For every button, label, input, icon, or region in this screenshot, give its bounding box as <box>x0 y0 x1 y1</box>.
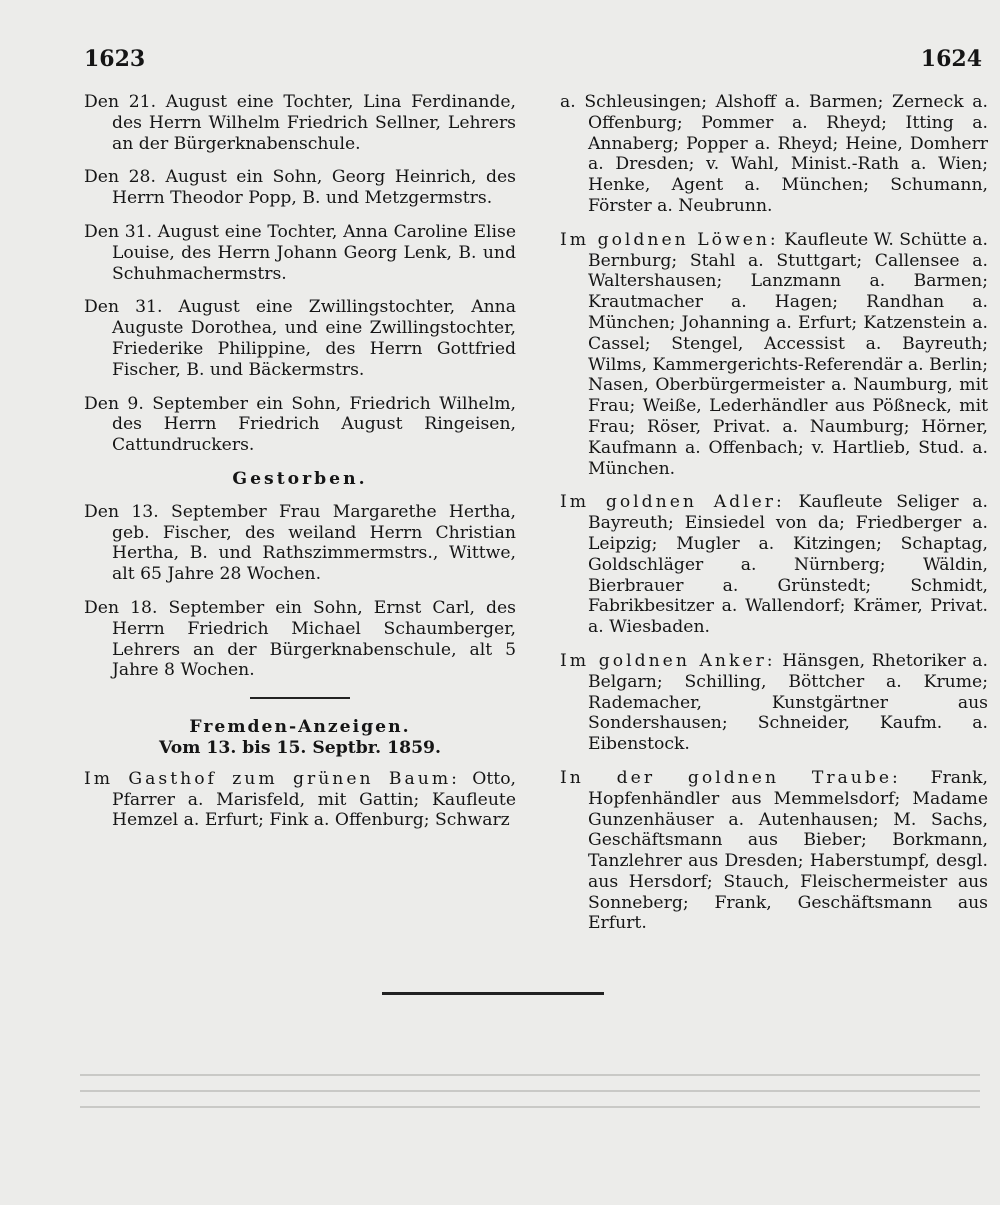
birth-entry-5: Den 9. September ein Sohn, Friedrich Wilhelm, des Herrn Friedrich August Ringeisen, Cattundruckers. <box>84 393 516 456</box>
birth-entry-3: Den 31. August eine Tochter, Anna Caroline Elise Louise, des Herrn Johann Georg Lenk, B. und Schuhmachermstrs. <box>84 221 516 284</box>
birth-entry-1: Den 21. August eine Tochter, Lina Ferdinande, des Herrn Wilhelm Friedrich Sellner, Lehrers an der Bürgerknabenschule. <box>84 92 516 154</box>
deaths-heading: Gestorben. <box>232 468 368 489</box>
hotel-guests: Frank, Hopfenhändler aus Memmelsdorf; Madame Gunzenhäuser a. Autenhausen; M. Sachs, Geschäftsmann aus Bieber; Borkmann, Tanzlehrer aus Dresden; Haberstumpf, desgl. aus Hersdorf; Stauch, Fleischermeister aus Sonneberg; Frank, Geschäftsmann aus Erfurt. <box>588 767 988 934</box>
death-entry-1: Den 13. September Frau Margarethe Hertha, geb. Fischer, des weiland Herrn Christian Hertha, B. und Rathszimmermstrs., Wittwe, alt 65 Jahre 28 Wochen. <box>84 501 516 585</box>
hotel-entry-goldner-adler <box>560 492 988 638</box>
page-number-left: 1623 <box>84 46 146 72</box>
page-number-right: 1624 <box>920 46 982 72</box>
death-entry-2: Den 18. September ein Sohn, Ernst Carl, des Herrn Friedrich Michael Schaumberger, Lehrers an der Bürgerknabenschule, alt 5 Jahre 8 Wochen. <box>84 597 516 681</box>
hotel-label: Im goldnen Anker: <box>560 650 776 671</box>
hotel-guests: Hänsgen, Rhetoriker a. Belgarn; Schilling, Böttcher a. Krume; Rademacher, Kunstgärtner aus Sondershausen; Schneider, Kaufm. a. Eibenstock. <box>588 650 988 755</box>
visitors-dates: Vom 13. bis 15. Septbr. 1859. <box>159 737 441 758</box>
hotel-label: In der goldnen Traube: <box>560 767 901 788</box>
guest-list-continuation: a. Schleusingen; Alshoff a. Barmen; Zerneck a. Offenburg; Pommer a. Rheyd; Itting a. Annaberg; Popper a. Rheyd; Heine, Domherr a. Dresden; v. Wahl, Minist.-Rath a. Wien; Henke, Agent a. München; Schumann, Förster a. Neubrunn. <box>560 92 988 216</box>
hotel-label: Im Gasthof zum grünen Baum: <box>84 768 460 789</box>
left-column <box>84 92 516 844</box>
section-divider <box>250 697 350 699</box>
hotel-entry-goldner-loewe <box>560 230 988 480</box>
hotel-entry-goldne-traube <box>560 768 988 934</box>
right-column <box>560 92 988 947</box>
hotel-entry-gruener-baum <box>84 769 516 831</box>
visitors-heading: Fremden-Anzeigen. <box>189 717 411 738</box>
birth-entry-2: Den 28. August ein Sohn, Georg Heinrich, des Herrn Theodor Popp, B. und Metzgermstrs. <box>84 167 516 209</box>
hotel-entry-goldner-anker <box>560 651 988 755</box>
hotel-label: Im goldnen Adler: <box>560 492 785 513</box>
bleed-through-shadow <box>80 1060 980 1150</box>
hotel-label: Im goldnen Löwen: <box>560 229 779 250</box>
hotel-guests: Otto, Pfarrer a. Marisfeld, mit Gattin; Kaufleute Hemzel a. Erfurt; Fink a. Offenburg; Schwarz <box>112 768 517 831</box>
birth-entry-4: Den 31. August eine Zwillingstochter, Anna Auguste Dorothea, und eine Zwillingstochter, Friederike Philippine, des Herrn Gottfried Fischer, B. und Bäckermstrs. <box>84 297 516 380</box>
hotel-guests: Kaufleute W. Schütte a. Bernburg; Stahl a. Stuttgart; Callensee a. Waltershausen; Lanzmann a. Barmen; Krautmacher a. Hagen; Randhan a. München; Johanning a. Erfurt; Katzenstein a. Cassel; Stengel, Accessist a. Bayreuth; Wilms, Kammergerichts-Referendär a. Berlin; Nasen, Oberbürgermeister a. Naumburg, mit Frau; Weiße, Lederhändler aus Pößneck, mit Frau; Röser, Privat. a. Naumburg; Hörner, Kaufmann a. Offenbach; v. Hartlieb, Stud. a. München. <box>588 229 988 479</box>
hotel-guests: Kaufleute Seliger a. Bayreuth; Einsiedel von da; Friedberger a. Leipzig; Mugler a. Kitzingen; Schaptag, Goldschläger a. Nürnberg; Wäldin, Bierbrauer a. Grünstedt; Schmidt, Fabrikbesitzer a. Wallendorf; Krämer, Privat. a. Wiesbaden. <box>588 492 988 638</box>
bottom-rule <box>382 992 604 995</box>
